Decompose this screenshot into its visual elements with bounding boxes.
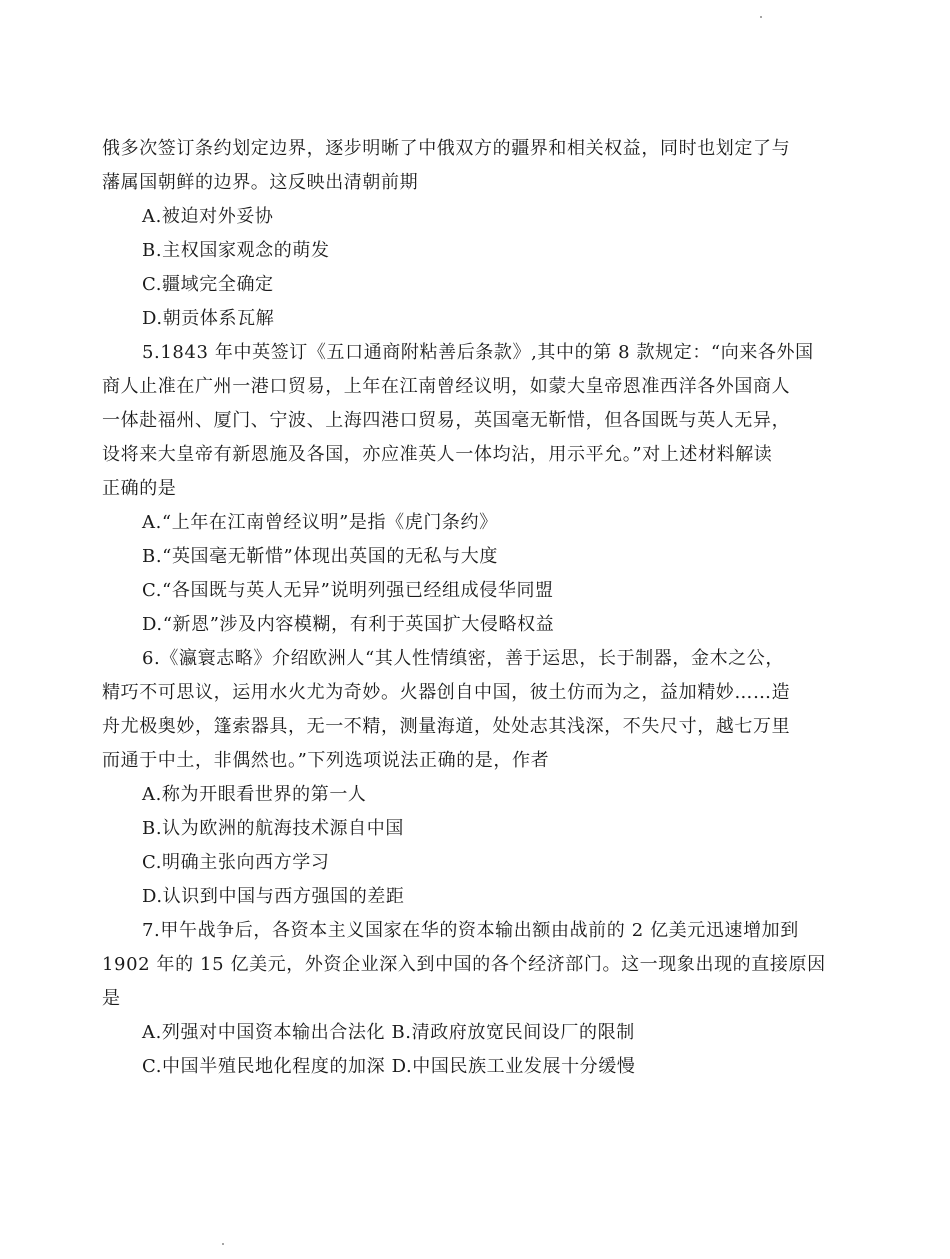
q7-stem-line-2: 1902 年的 15 亿美元，外资企业深入到中国的各个经济部门。这一现象出现的直接原因 <box>102 954 826 975</box>
q7-stem-line-3: 是 <box>102 988 121 1009</box>
q5-stem-line-4: 设将来大皇帝有新恩施及各国，亦应准英人一体均沾，用示平允。”对上述材料解读 <box>102 444 773 465</box>
q4-option-d: D.朝贡体系瓦解 <box>142 308 275 329</box>
q4-option-c: C.疆域完全确定 <box>142 274 274 295</box>
q4-stem-line-1: 俄多次签订条约划定边界，逐步明晰了中俄双方的疆界和相关权益，同时也划定了与 <box>102 138 791 159</box>
q6-stem-line-1: 6.《瀛寰志略》介绍欧洲人“其人性情缜密，善于运思，长于制器，金木之公， <box>142 648 784 669</box>
scan-dot <box>760 16 762 18</box>
q4-stem-line-2: 藩属国朝鲜的边界。这反映出清朝前期 <box>102 172 419 193</box>
q5-option-b: B.“英国毫无靳惜”体现出英国的无私与大度 <box>142 546 498 567</box>
q6-option-a: A.称为开眼看世界的第一人 <box>142 784 367 805</box>
q4-option-b: B.主权国家观念的萌发 <box>142 240 330 261</box>
q5-option-d: D.“新恩”涉及内容模糊，有利于英国扩大侵略权益 <box>142 614 555 635</box>
q6-option-c: C.明确主张向西方学习 <box>142 852 330 873</box>
q6-option-d: D.认识到中国与西方强国的差距 <box>142 886 405 907</box>
q6-option-b: B.认为欧洲的航海技术源自中国 <box>142 818 404 839</box>
scan-dot <box>222 1243 224 1245</box>
q4-option-a: A.被迫对外妥协 <box>142 206 274 227</box>
q6-stem-line-3: 舟尤极奥妙，篷索器具，无一不精，测量海道，处处志其浅深，不失尺寸，越七万里 <box>102 716 791 737</box>
q5-stem-line-5: 正确的是 <box>102 478 177 499</box>
q5-option-a: A.“上年在江南曾经议明”是指《虎门条约》 <box>142 512 498 533</box>
q6-stem-line-2: 精巧不可思议，运用水火尤为奇妙。火器创自中国，彼土仿而为之，益加精妙……造 <box>102 682 791 703</box>
q5-stem-line-2: 商人止准在广州一港口贸易，上年在江南曾经议明，如蒙大皇帝恩准西洋各外国商人 <box>102 376 791 397</box>
q7-options-row-1: A.列强对中国资本输出合法化 B.清政府放宽民间设厂的限制 <box>142 1022 635 1043</box>
q7-options-row-2: C.中国半殖民地化程度的加深 D.中国民族工业发展十分缓慢 <box>142 1056 636 1077</box>
q5-stem-line-1: 5.1843 年中英签订《五口通商附粘善后条款》,其中的第 8 款规定：“向来各外国 <box>142 342 814 363</box>
q6-stem-line-4: 而通于中土，非偶然也。”下列选项说法正确的是，作者 <box>102 750 550 771</box>
q5-option-c: C.“各国既与英人无异”说明列强已经组成侵华同盟 <box>142 580 554 601</box>
q7-stem-line-1: 7.甲午战争后，各资本主义国家在华的资本输出额由战前的 2 亿美元迅速增加到 <box>142 920 799 941</box>
q5-stem-line-3: 一体赴福州、厦门、宁波、上海四港口贸易，英国毫无靳惜，但各国既与英人无异， <box>102 410 791 431</box>
